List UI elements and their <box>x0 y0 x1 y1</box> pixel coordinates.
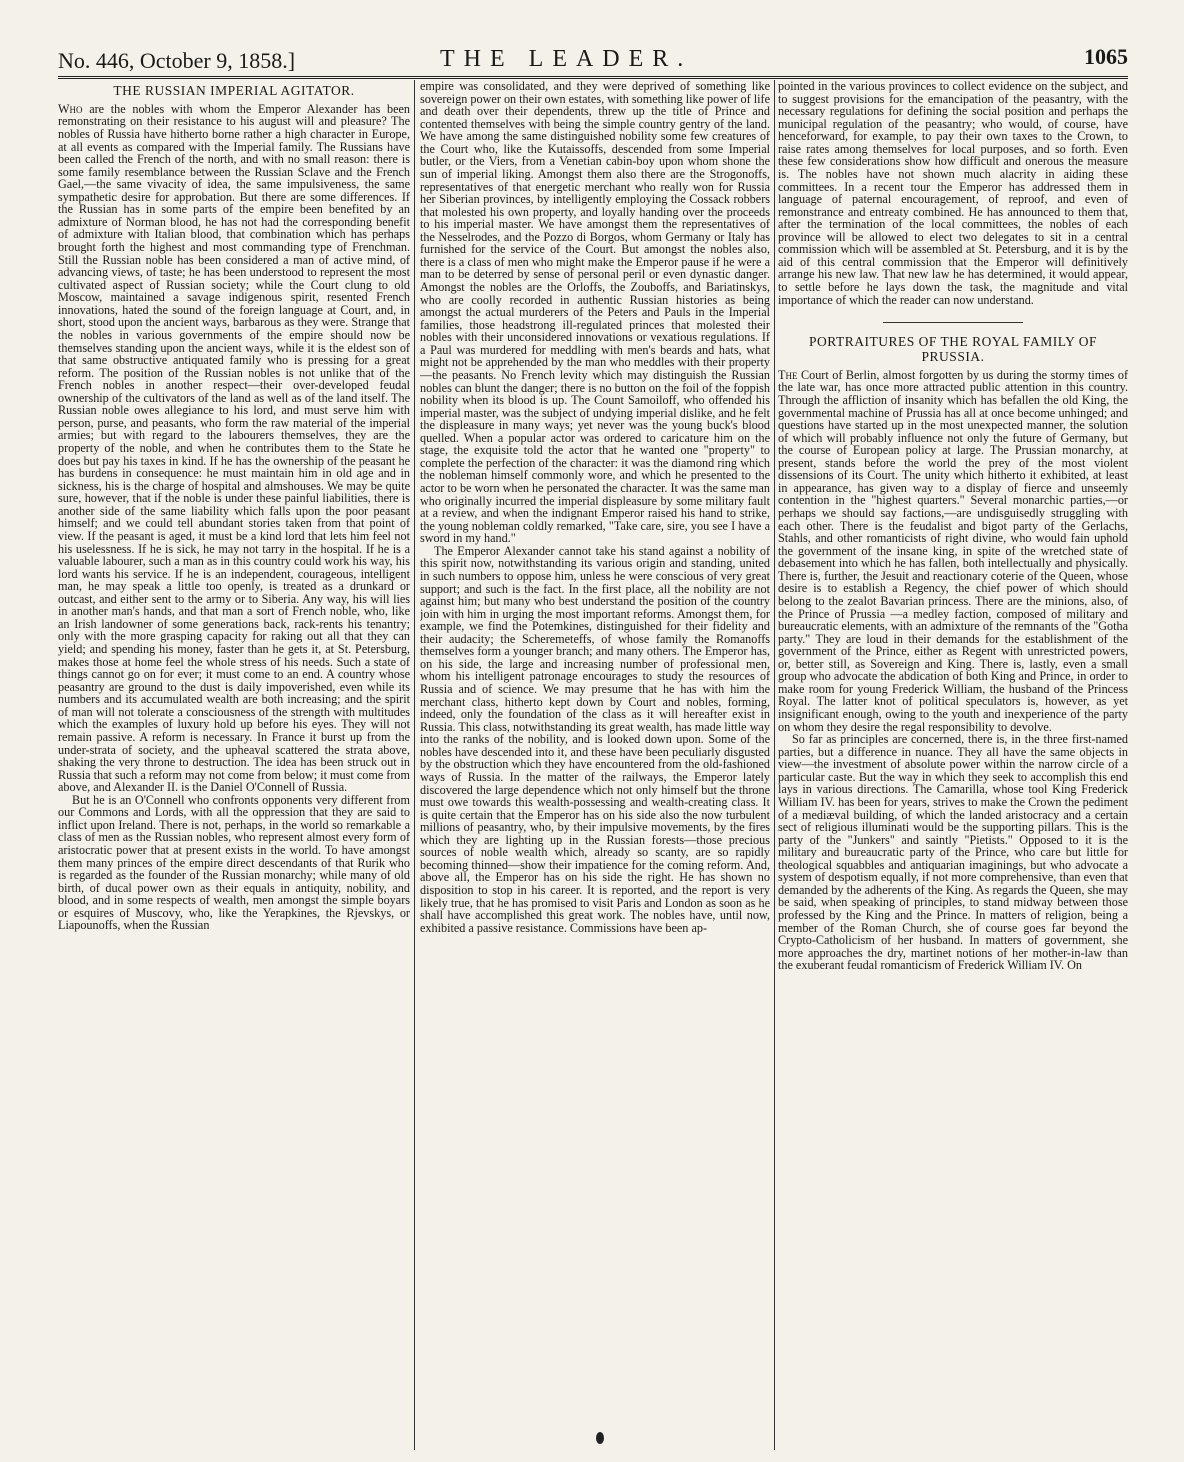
column-1 <box>58 80 410 1450</box>
article-heading: THE RUSSIAN IMPERIAL AGITATOR. <box>113 83 355 98</box>
paragraph-text: are the nobles with whom the Emperor Alexander has been remonstrating on their resistance to his august will and pleasure? The nobles of Russia have hitherto borne rather a high character in Europe, at all events as compared with the Imperial family. The Russians have been called the French of the north, and with no small reason: there is some family resemblance between the Russian Sclave and the French Gael,—the same vivacity of idea, the same impulsiveness, the same sympathetic desire for approbation. But there are some differences. If the Russian has in some parts of the empire been benefited by an admixture of Norman blood, he has not had the corresponding benefit of admixture with Italian blood, that combination which has perhaps brought forth the highest and most commanding type of Frenchman. Still the Russian noble has been considered a man of active mind, of advancing views, of taste; he has been understood to represent the most cultivated aspect of Russian society; while the Court clung to old Moscow, maintained a savage indigenous spirit, resented French innovations, hated the sound of the foreign language at Court, and, in short, stood upon the ancient ways, barbarous as they were. Strange that the nobles in various governments of the empire should now be themselves standing upon the ancient ways, while it is the eldest son of that same obstructive antiquated family who is pressing for a great reform. The position of the Russian nobles is not unlike that of the French nobles in another respect—their over-developed feudal ownership of the cultivators of the land as well as of the land itself. The Russian noble owes allegiance to his lord, and must serve him with person, purse, and peasants, who form the raw material of the imperial armies; but with regard to the labourers themselves, they are the property of the noble, and when he contributes them to the State he does but pay his taxes in kind. If he has the ownership of the peasant he has burdens in consequence: he must maintain him in old age and in sickness, his is the charge of hospital and almshouses. We may be quite sure, however, that if the noble is under these painful liabilities, there is another side of the same liability which falls upon the poor peasant himself; and we could tell abundant stories taken from that point of view. If the peasant is aged, it must be a kind lord that lets him feel not his uselessness. If he is sick, he may not tarry in the hospital. If he is a valuable labourer, such a man as in this country could work his way, his lord wants his service. If he is an independent, courageous, intelligent man, he may speak a little too openly, is treated as a drunkard or outcast, and either sent to the army or to Siberia. Any way, his will lies in another man's hands, and that man a sort of French noble, who, like an Irish landowner of some generations back, rack-rents his tenantry; only with the more grasping capacity for raking out all that they can yield; and spending his money, faster than he gets it, at St. Petersburg, makes those at home feel the whole stress of his needs. Such a state of things cannot go on for ever; it must come to an end. A country whose peasantry are ground to the dust is daily impoverished, even while its numbers and its accumulated wealth are both increasing; and the spirit of man will not tolerate a consciousness of the strength with multitudes which the examples of luxury hold up before his eyes. They will not remain passive. A reform is necessary. In France it burst up from the under-strata of society, and the upheaval scattered the strata above, shaking the very throne to destruction. The idea has been struck out in Russia that such a reform may not come from below; it must come from above, and Alexander II. is the Daniel O'Connell of Russia. <box>58 101 410 795</box>
issue-date: No. 446, October 9, 1858.] <box>58 48 296 73</box>
article-paragraph <box>778 369 1128 733</box>
article-paragraph: empire was consolidated, and they were deprived of something like sovereign power on their own estates, with something like power of life and death over their dependents, threw up the title of Prince and contented themselves with being the simple country gentry of the land. We have among the same distinguished nobility some few creatures of the Court who, like the Kutaissoffs, descended from some Imperial butler, or the Viers, from a Venetian cabin-boy upon whom shone the sun of imperial liking. Amongst them also there are the Strogonoffs, representatives of that energetic merchant who really won for Russia her Siberian provinces, by intelligently employing the Cossack robbers that molested his own property, and loyally handing over the proceeds to his imperial master. We have amongst them the representatives of the Nesselrodes, and the Pozzo di Borgos, whom Germany or Italy has furnished for the service of the Court. But amongst the nobles also, there is a class of men who might make the Emperor pause if he were a man to be deterred by sense of personal peril or even dynastic danger. Amongst the nobles are the Orloffs, the Zouboffs, and Bariatinskys, who are coolly recorded in authentic Russian histories as being amongst the actual murderers of the Peters and Pauls in the Imperial families, those headstrong ill-regulated princes that molested their nobles with their unconsidered innovations or vexatious regulations. If a Paul was murdered for meddling with men's beards and hats, what might not be apprehended by the man who meddles with their property—the peasants. No French levity which may distinguish the Russian nobles can blunt the danger; there is no button on the foil of the foppish nobility when its blood is up. The Count Samoiloff, who offended his imperial master, was the subject of undying imperial dislike, and he felt the displeasure in many ways; yet never was the young buck's blood quelled. When a popular actor was ordered to caricature him on the stage, the exquisite told the actor that he wanted one "property" to complete the perfection of the character: it was the diamond ring which the nobleman himself commonly wore, and which he presented to the actor to be worn when he personated the character. It was the same man who originally incurred the imperial displeasure by some military fault at a review, and when the indignant Emperor raised his hand to strike, the young nobleman coldly remarked, "Take care, sire, you see I have a sword in my hand." <box>420 80 770 546</box>
page-number: 1065 <box>1084 44 1128 69</box>
lead-word: The <box>778 367 798 382</box>
article-paragraph <box>58 103 410 794</box>
column-rule <box>414 80 415 1450</box>
newspaper-title: THE LEADER. <box>440 46 693 72</box>
column-3 <box>778 80 1128 1450</box>
masthead <box>58 44 1128 79</box>
section-divider <box>883 322 1023 323</box>
article-paragraph: The Emperor Alexander cannot take his stand against a nobility of this spirit now, notwithstanding its various origin and standing, united in such numbers to oppose him, unless he were conscious of very great support; and such is the fact. In the first place, all the nobility are not against him; but many who best understand the position of the country join with him in urging the most important reforms. Amongst them, for example, we find the Potemkines, distinguished for their fidelity and their audacity; the Scheremeteffs, of whose family the Romanoffs themselves form a younger branch; and many others. The Emperor has, on his side, the large and increasing number of professional men, whom his intelligent patronage encourages to study the resources of Russia and of science. We may presume that he has with him the merchant class, hitherto kept down by Court and nobles, forming, indeed, only the foundation of the class as it will hereafter exist in Russia. This class, notwithstanding its great wealth, has made little way into the ranks of the nobility, and is looked down upon. Some of the nobles have descended into it, and these have been peculiarly disgusted by the obstruction which they have encountered from the old-fashioned ways of Russia. In the matter of the railways, the Emperor lately discovered the large dependence which not only himself but the throne must owe towards this wealth-possessing and wealth-creating class. It is quite certain that the Emperor has on his side also the now turbulent millions of peasantry, who, by their impulsive movements, by the fires which they are lighting up in the Russian forests—those precious sources of noble wealth which, already so scanty, are so rapidly becoming thinned—show their impatience for the coming reform. And, above all, the Emperor has on his side the right. He has shown no disposition to stop in his career. It is reported, and the report is very likely true, that he has promised to visit Paris and London as soon as he shall have accomplished this great work. The nobles have, until now, exhibited a passive resistance. Commissions have been ap- <box>420 543 770 935</box>
printer-mark-icon <box>596 1432 604 1444</box>
article-paragraph: So far as principles are concerned, there is, in the three first-named parties, but a difference in nuance. They all have the same objects in view—the investment of absolute power within the narrow circle of a particular caste. But the way in which they seek to accomplish this end lays in various directions. The Camarilla, whose tool King Frederick William IV. has been for years, strives to make the Crown the pediment of a mediæval building, of which the landed aristocracy and a certain sect of religious illuminati would be the supporting pillars. This is the party of the "Junkers" and saintly "Pietists." Opposed to it is the military and bureaucratic party of the Prince, who care but little for theological squabbles and antiquarian imaginings, but who advocate a system of despotism equally, if not more comprehensive, than even that demanded by the adherents of the King. As regards the Queen, she may be said, when speaking of principles, to stand midway between those professed by the King and the Prince. In matters of religion, being a member of the Roman Church, she of course goes far beyond the Crypto-Catholicism of her husband. In matters of government, she more approaches the dry, martinet notions of her mother-in-law than the exuberant feudal romanticism of Frederick William IV. On <box>778 732 1128 973</box>
lead-word: Who <box>58 101 83 116</box>
article-paragraph: But he is an O'Connell who confronts opponents very different from our Commons and Lords, with all the oppression that they are said to inflict upon Ireland. There is not, perhaps, in the world so remarkable a class of men as the Russian nobles, who represent almost every form of aristocratic power that at present exists in the world. To have amongst them many princes of the empire direct descendants of that Rurik who is regarded as the founder of the Russian monarchy; while many of old birth, of ducal power own as their equals in antiquity, nobility, and blood, and in some respects of wealth, men amongst the simple boyars or esquires of Muscovy, who, like the Yerapkines, the Rjevskys, or Liapounoffs, when the Russian <box>58 792 410 933</box>
article-heading: PORTRAITURES OF THE ROYAL FAMILY OF PRUSSIA. <box>809 334 1097 364</box>
column-2 <box>420 80 770 1450</box>
column-rule <box>774 80 775 1450</box>
paragraph-text: Court of Berlin, almost forgotten by us during the stormy times of the late war, has once more attracted public attention in this country. Through the affliction of insanity which has befallen the old King, the governmental machine of Prussia has all at once become unhinged; and questions have started up in the most unexpected manner, the solution of which will probably influence not only the future of Germany, but the course of European policy at large. The Prussian monarchy, at present, stands before the world the prey of the most violent dissensions of its Court. The unity which hitherto it exhibited, at least in appearance, has given way to a display of fierce and unseemly contention in the "highest quarters." Several monarchic parties,—or perhaps we should say factions,—are undisguisedly struggling with each other. There is the feudalist and bigot party of the Gerlachs, Stahls, and other romanticists of right divine, who would fain uphold the government of the insane king, in spite of the wretched state of debasement into which he has fallen, both intellectually and physically. There is, further, the Jesuit and reactionary coterie of the Queen, whose desire is to establish a Regency, the chief power of which should belong to the zealot Bavarian princess. There are the minions, also, of the Prince of Prussia —a medley faction, composed of military and bureaucratic elements, with an admixture of the remnants of the "Gotha party." They are loud in their demands for the establishment of the government of the Prince, either as Regent with unrestricted powers, or, better still, as Sovereign and King. There is, lastly, even a small group who advocate the abdication of both King and Prince, in order to make room for young Frederick William, the husband of the Princess Royal. The latter knot of political speculators is, however, as yet insignificant enough, owing to the youth and inexperience of the party on whom they desire the regal responsibility to devolve. <box>778 367 1128 734</box>
article-paragraph: pointed in the various provinces to collect evidence on the subject, and to suggest provisions for the emancipation of the peasantry, with the necessary regulations for defining the social position and perhaps the municipal regulation of the peasantry; who would, of course, have henceforward, for example, to pay their own taxes to the Crown, to raise rates among themselves for local purposes, and so forth. Even these few considerations show how difficult and onerous the measure is. The nobles have not shown much alacrity in aiding these committees. In a recent tour the Emperor has addressed them in language of paternal encouragement, of reproof, and even of remonstrance and entreaty combined. He has announced to them that, after the termination of the local committees, the nobles of each province will be allowed to elect two delegates to sit in a central commission which will be assembled at St. Petersburg, and it is by the aid of this central commission that the Emperor will definitively arrange his new law. That new law he has determined, it would appear, to settle before he lays down the task, the magnitude and vital importance of which the reader can now understand. <box>778 80 1128 307</box>
